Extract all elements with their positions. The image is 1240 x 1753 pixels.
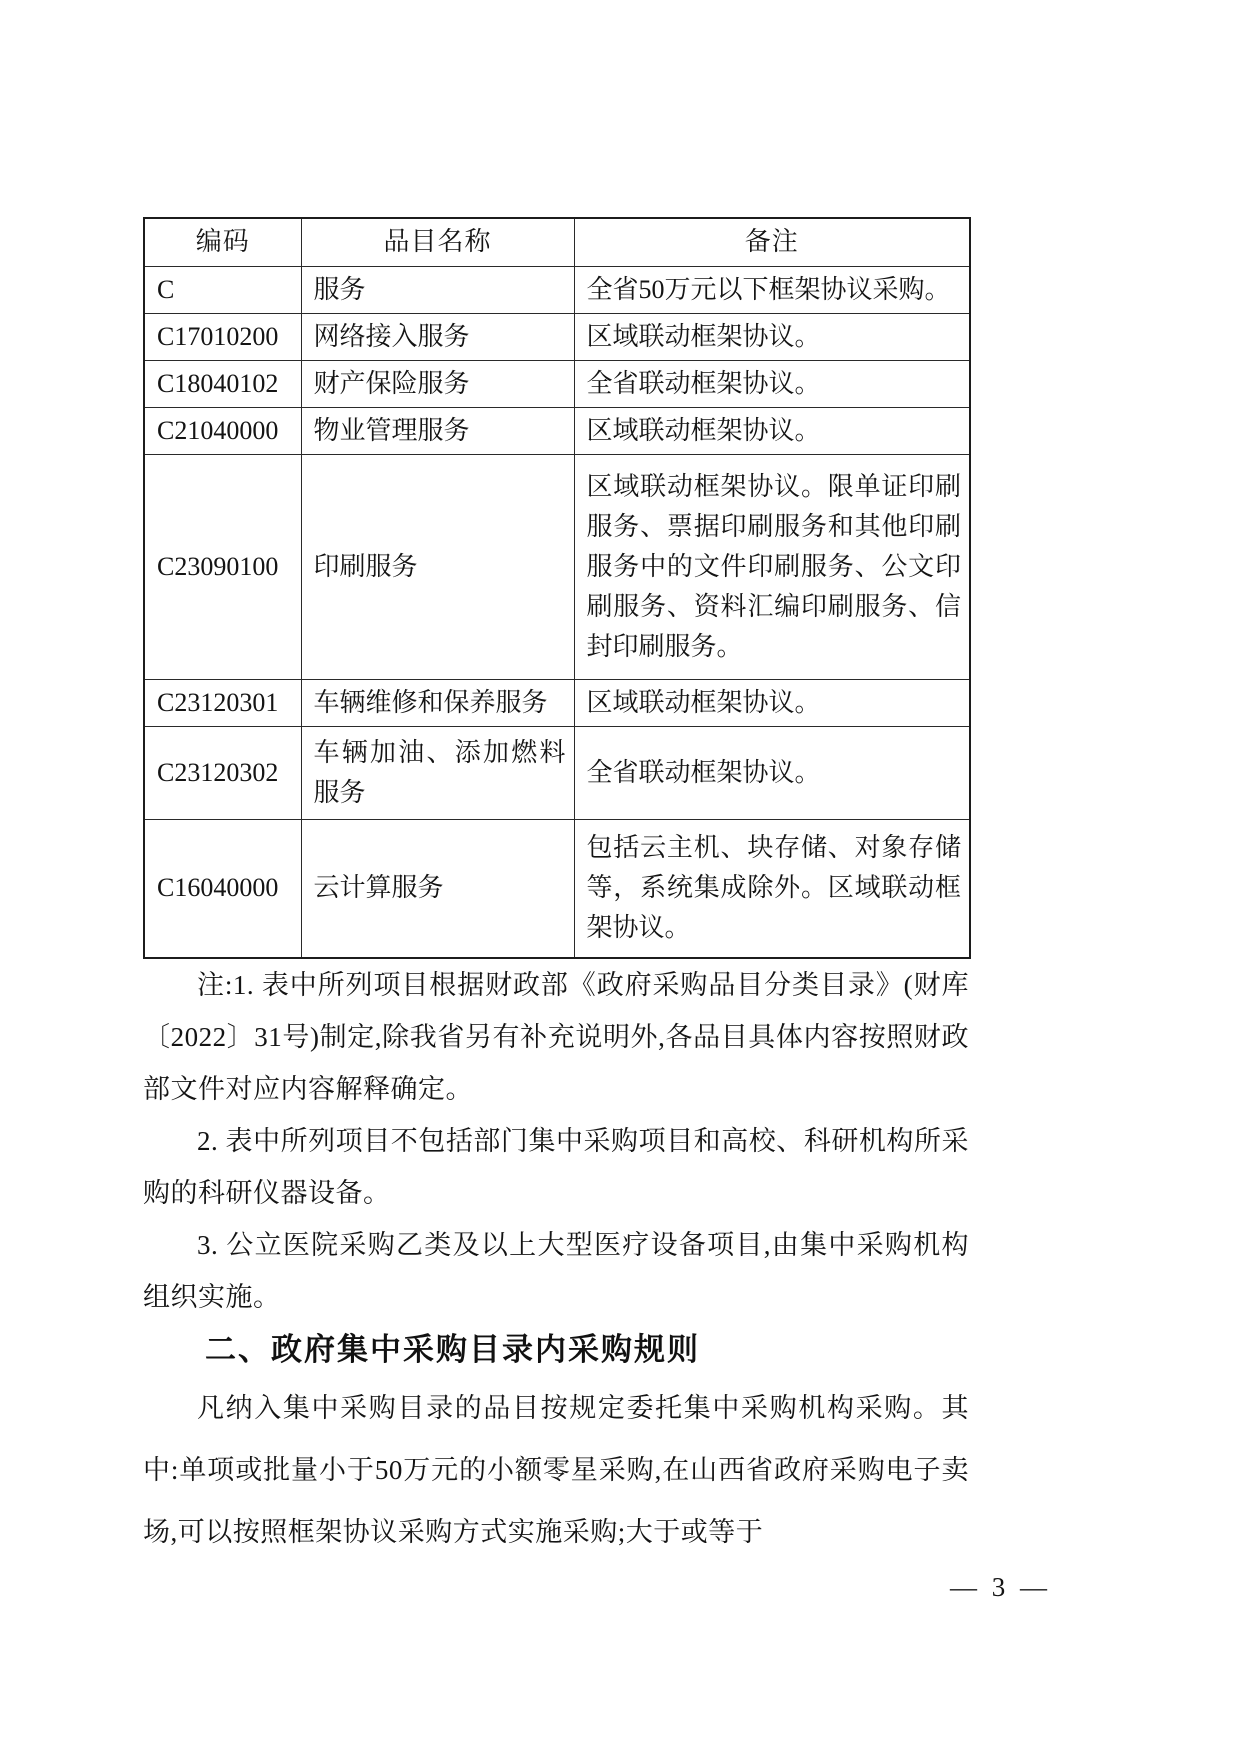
content-column [143, 0, 969, 1563]
header-code: 编码 [144, 218, 301, 266]
code-cell: C16040000 [144, 819, 301, 958]
table-row [144, 679, 970, 726]
table-row [144, 360, 970, 407]
remark-cell: 区域联动框架协议。 [574, 407, 970, 454]
code-cell: C21040000 [144, 407, 301, 454]
name-cell: 财产保险服务 [301, 360, 574, 407]
page-number: — 3 — [950, 1572, 1051, 1602]
remark-cell: 包括云主机、块存储、对象存储等，系统集成除外。区域联动框架协议。 [574, 819, 970, 958]
note-2: 2. 表中所列项目不包括部门集中采购项目和高校、科研机构所采购的科研仪器设备。 [143, 1126, 969, 1208]
table-row [144, 407, 970, 454]
remark-cell: 区域联动框架协议。限单证印刷服务、票据印刷服务和其他印刷服务中的文件印刷服务、公文印刷服务、资料汇编印刷服务、信封印刷服务。 [574, 454, 970, 679]
section-heading: 二、政府集中采购目录内采购规则 [205, 1332, 700, 1367]
name-cell: 云计算服务 [301, 819, 574, 958]
table-row [144, 819, 970, 958]
body-paragraph: 凡纳入集中采购目录的品目按规定委托集中采购机构采购。其中:单项或批量小于50万元的小额零星采购,在山西省政府采购电子卖场,可以按照框架协议采购方式实施采购;大于或等于 [143, 1393, 969, 1547]
table-body [144, 266, 970, 958]
table-row [144, 454, 970, 679]
table-row [144, 313, 970, 360]
table-row [144, 726, 970, 819]
code-cell: C23120301 [144, 679, 301, 726]
code-cell: C23090100 [144, 454, 301, 679]
name-cell: 车辆维修和保养服务 [301, 679, 574, 726]
name-cell: 网络接入服务 [301, 313, 574, 360]
notes-section [143, 959, 969, 1323]
remark-cell: 区域联动框架协议。 [574, 313, 970, 360]
code-cell: C23120302 [144, 726, 301, 819]
note-3: 3. 公立医院采购乙类及以上大型医疗设备项目,由集中采购机构组织实施。 [143, 1230, 969, 1312]
header-name: 品目名称 [301, 218, 574, 266]
name-cell: 车辆加油、添加燃料服务 [301, 726, 574, 819]
note-1: 注:1. 表中所列项目根据财政部《政府采购品目分类目录》(财库〔2022〕31号)制定,除我省另有补充说明外,各品目具体内容按照财政部文件对应内容解释确定。 [143, 970, 969, 1104]
name-cell: 印刷服务 [301, 454, 574, 679]
table-row [144, 266, 970, 313]
remark-cell: 全省联动框架协议。 [574, 726, 970, 819]
header-remark: 备注 [574, 218, 970, 266]
remark-cell: 区域联动框架协议。 [574, 679, 970, 726]
table-header-row [144, 218, 970, 266]
code-cell: C17010200 [144, 313, 301, 360]
code-cell: C [144, 266, 301, 313]
name-cell: 服务 [301, 266, 574, 313]
code-cell: C18040102 [144, 360, 301, 407]
name-cell: 物业管理服务 [301, 407, 574, 454]
procurement-category-table [143, 217, 971, 959]
remark-cell: 全省联动框架协议。 [574, 360, 970, 407]
remark-cell: 全省50万元以下框架协议采购。 [574, 266, 970, 313]
